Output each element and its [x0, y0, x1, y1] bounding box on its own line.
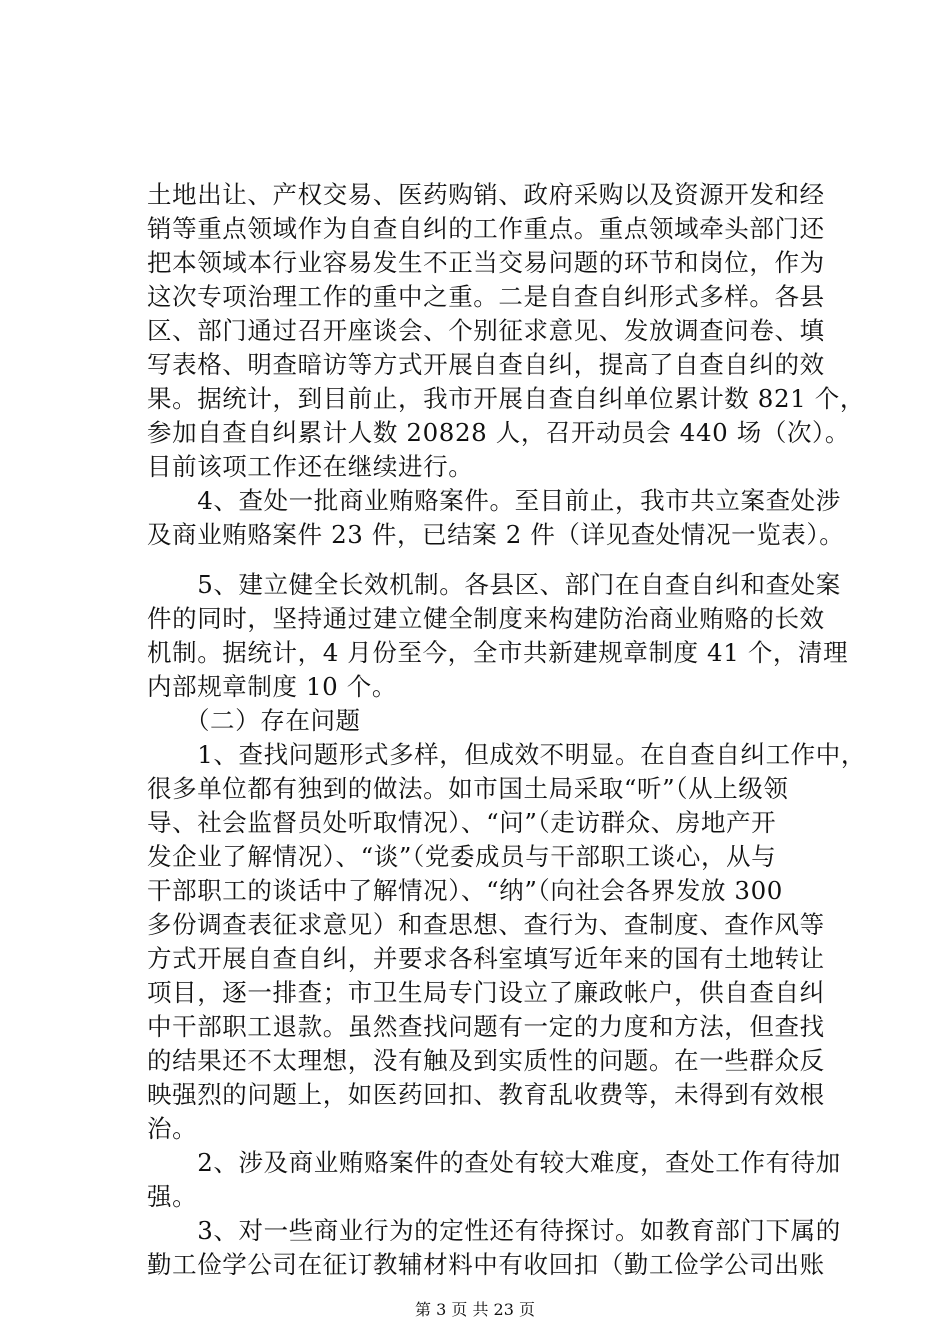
body-text-line: 强。 — [147, 1182, 198, 1211]
body-text-line: 导、社会监督员处听取情况）、“问”（走访群众、房地产开 — [147, 808, 777, 837]
body-text-line: 销等重点领域作为自查自纠的工作重点。重点领域牵头部门还 — [147, 214, 825, 243]
page-footer: 第 3 页 共 23 页 — [415, 1300, 535, 1319]
body-text-line: 机制。据统计，4 月份至今，全市共新建规章制度 41 个，清理 — [147, 638, 849, 667]
body-text-line: 映强烈的问题上，如医药回扣、教育乱收费等，未得到有效根 — [147, 1080, 825, 1109]
body-text-line: 项目，逐一排查；市卫生局专门设立了廉政帐户，供自查自纠 — [147, 978, 825, 1007]
body-text-line: 5、建立健全长效机制。各县区、部门在自查自纠和查处案 — [147, 570, 841, 599]
body-text-line: 很多单位都有独到的做法。如市国土局采取“听”（从上级领 — [147, 774, 789, 803]
body-text-line: 方式开展自查自纠，并要求各科室填写近年来的国有土地转让 — [147, 944, 825, 973]
body-text-line: 4、查处一批商业贿赂案件。至目前止，我市共立案查处涉 — [147, 486, 841, 515]
body-text-line: 3、对一些商业行为的定性还有待探讨。如教育部门下属的 — [147, 1216, 841, 1245]
body-text-line: 治。 — [147, 1114, 198, 1143]
body-text-line: 区、部门通过召开座谈会、个别征求意见、发放调查问卷、填 — [147, 316, 825, 345]
body-text-line: 中干部职工退款。虽然查找问题有一定的力度和方法，但查找 — [147, 1012, 825, 1041]
section-heading: （二）存在问题 — [147, 706, 361, 735]
body-text-line: 1、查找问题形式多样，但成效不明显。在自查自纠工作中， — [147, 740, 866, 769]
body-text-line: 2、涉及商业贿赂案件的查处有较大难度，查处工作有待加 — [147, 1148, 841, 1177]
body-text-line: 干部职工的谈话中了解情况）、“纳”（向社会各界发放 300 — [147, 876, 783, 905]
body-text-line: 目前该项工作还在继续进行。 — [147, 452, 474, 481]
body-text-line: 写表格、明查暗访等方式开展自查自纠，提高了自查自纠的效 — [147, 350, 825, 379]
body-text-line: 件的同时，坚持通过建立健全制度来构建防治商业贿赂的长效 — [147, 604, 825, 633]
body-text-line: 参加自查自纠累计人数 20828 人，召开动员会 440 场（次）。 — [147, 418, 850, 447]
body-text-line: 内部规章制度 10 个。 — [147, 672, 397, 701]
body-text-line: 发企业了解情况）、“谈”（党委成员与干部职工谈心，从与 — [147, 842, 777, 871]
body-text-line: 的结果还不太理想，没有触及到实质性的问题。在一些群众反 — [147, 1046, 825, 1075]
body-text-line: 果。据统计，到目前止，我市开展自查自纠单位累计数 821 个， — [147, 384, 865, 413]
body-text-line: 勤工俭学公司在征订教辅材料中有收回扣（勤工俭学公司出账 — [147, 1250, 825, 1279]
body-text-line: 这次专项治理工作的重中之重。二是自查自纠形式多样。各县 — [147, 282, 825, 311]
body-text-line: 及商业贿赂案件 23 件，已结案 2 件（详见查处情况一览表）。 — [147, 520, 845, 549]
body-text-line: 把本领域本行业容易发生不正当交易问题的环节和岗位，作为 — [147, 248, 825, 277]
body-text-line: 多份调查表征求意见）和查思想、查行为、查制度、查作风等 — [147, 910, 825, 939]
body-text-line: 土地出让、产权交易、医药购销、政府采购以及资源开发和经 — [147, 180, 825, 209]
